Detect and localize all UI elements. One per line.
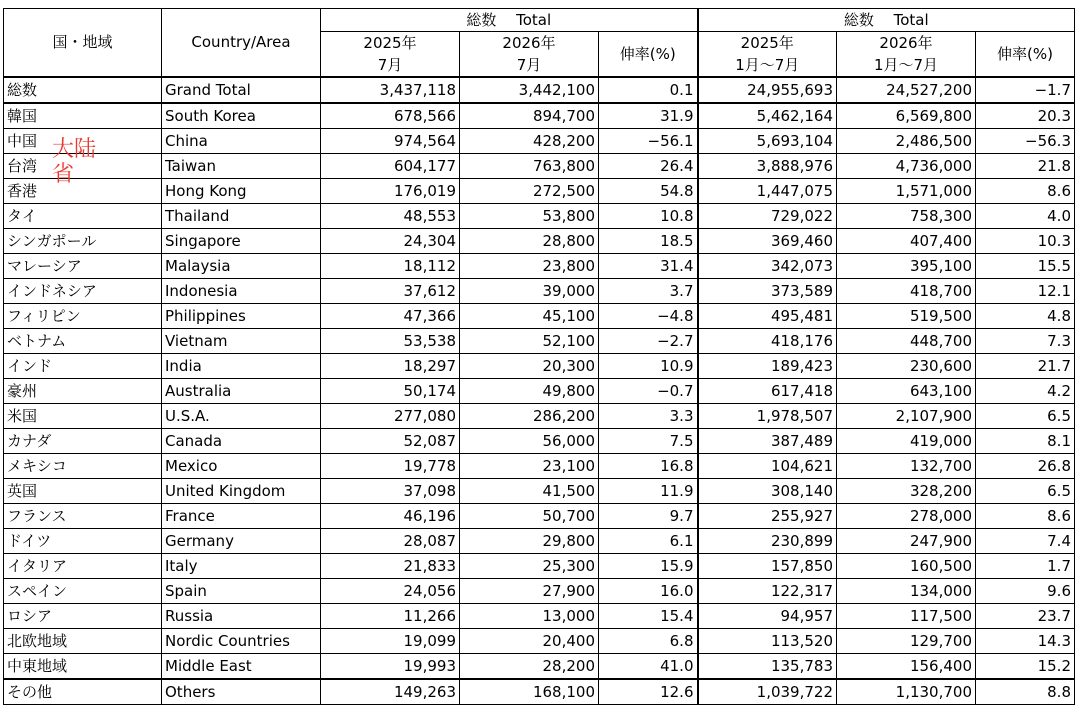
header-g2-rate: 伸率(%) bbox=[976, 32, 1075, 78]
cell-2026-jan-jul: 4,736,000 bbox=[837, 154, 976, 179]
cell-2026-jul: 894,700 bbox=[460, 103, 599, 129]
cell-cumulative-rate: 9.6 bbox=[976, 579, 1075, 604]
cell-2025-jul: 53,538 bbox=[321, 329, 460, 354]
cell-2025-jul: 50,174 bbox=[321, 379, 460, 404]
cell-2025-jan-jul: 5,462,164 bbox=[698, 103, 837, 129]
table-row bbox=[4, 154, 1075, 179]
cell-2026-jan-jul: 419,000 bbox=[837, 429, 976, 454]
cell-2026-jul: 168,100 bbox=[460, 679, 599, 705]
cell-2026-jul: 763,800 bbox=[460, 154, 599, 179]
cell-2025-jan-jul: 104,621 bbox=[698, 454, 837, 479]
cell-cumulative-rate: 21.7 bbox=[976, 354, 1075, 379]
cell-country-en: Hong Kong bbox=[162, 179, 321, 204]
header-g1-c1-month: 7月 bbox=[321, 54, 460, 77]
header-group-cumulative: 総数 Total bbox=[698, 9, 1075, 32]
table-row bbox=[4, 529, 1075, 554]
cell-2026-jan-jul: 134,000 bbox=[837, 579, 976, 604]
cell-2026-jul: 53,800 bbox=[460, 204, 599, 229]
cell-cumulative-rate: 21.8 bbox=[976, 154, 1075, 179]
cell-country-jp: シンガポール bbox=[4, 229, 162, 254]
table-row bbox=[4, 554, 1075, 579]
cell-country-jp: スペイン bbox=[4, 579, 162, 604]
cell-monthly-rate: 31.9 bbox=[599, 103, 698, 129]
cell-2026-jan-jul: 24,527,200 bbox=[837, 77, 976, 103]
cell-monthly-rate: 10.9 bbox=[599, 354, 698, 379]
cell-2025-jul: 277,080 bbox=[321, 404, 460, 429]
cell-country-jp: マレーシア bbox=[4, 254, 162, 279]
cell-monthly-rate: 12.6 bbox=[599, 679, 698, 705]
cell-2026-jul: 3,442,100 bbox=[460, 77, 599, 103]
header-g1-rate: 伸率(%) bbox=[599, 32, 698, 78]
table-row bbox=[4, 454, 1075, 479]
cell-country-jp: 台湾 bbox=[4, 154, 162, 179]
cell-2025-jul: 3,437,118 bbox=[321, 77, 460, 103]
cell-country-en: Australia bbox=[162, 379, 321, 404]
table-row bbox=[4, 254, 1075, 279]
cell-2025-jul: 149,263 bbox=[321, 679, 460, 705]
cell-country-en: Malaysia bbox=[162, 254, 321, 279]
cell-cumulative-rate: 8.6 bbox=[976, 179, 1075, 204]
cell-2025-jan-jul: 135,783 bbox=[698, 654, 837, 680]
cell-cumulative-rate: 7.4 bbox=[976, 529, 1075, 554]
cell-country-jp: 英国 bbox=[4, 479, 162, 504]
cell-country-jp: 韓国 bbox=[4, 103, 162, 129]
cell-cumulative-rate: 20.3 bbox=[976, 103, 1075, 129]
cell-2025-jan-jul: 255,927 bbox=[698, 504, 837, 529]
cell-2026-jan-jul: 117,500 bbox=[837, 604, 976, 629]
cell-monthly-rate: 10.8 bbox=[599, 204, 698, 229]
table-row bbox=[4, 429, 1075, 454]
cell-country-en: Italy bbox=[162, 554, 321, 579]
cell-cumulative-rate: 8.6 bbox=[976, 504, 1075, 529]
cell-country-en: Russia bbox=[162, 604, 321, 629]
cell-2026-jul: 25,300 bbox=[460, 554, 599, 579]
table-row bbox=[4, 629, 1075, 654]
cell-cumulative-rate: 12.1 bbox=[976, 279, 1075, 304]
cell-cumulative-rate: 8.8 bbox=[976, 679, 1075, 705]
cell-country-jp: カナダ bbox=[4, 429, 162, 454]
cell-2025-jan-jul: 387,489 bbox=[698, 429, 837, 454]
cell-2025-jan-jul: 495,481 bbox=[698, 304, 837, 329]
cell-2025-jul: 37,098 bbox=[321, 479, 460, 504]
cell-2026-jul: 272,500 bbox=[460, 179, 599, 204]
table-row bbox=[4, 604, 1075, 629]
cell-2025-jul: 176,019 bbox=[321, 179, 460, 204]
cell-2026-jan-jul: 6,569,800 bbox=[837, 103, 976, 129]
cell-2026-jan-jul: 129,700 bbox=[837, 629, 976, 654]
cell-cumulative-rate: 23.7 bbox=[976, 604, 1075, 629]
cell-2026-jul: 28,200 bbox=[460, 654, 599, 680]
cell-country-en: South Korea bbox=[162, 103, 321, 129]
cell-2026-jul: 29,800 bbox=[460, 529, 599, 554]
cell-2025-jan-jul: 729,022 bbox=[698, 204, 837, 229]
cell-2025-jan-jul: 122,317 bbox=[698, 579, 837, 604]
cell-country-jp: 米国 bbox=[4, 404, 162, 429]
cell-monthly-rate: −0.7 bbox=[599, 379, 698, 404]
cell-2025-jul: 24,304 bbox=[321, 229, 460, 254]
cell-country-jp: 中東地域 bbox=[4, 654, 162, 680]
cell-country-en: Others bbox=[162, 679, 321, 705]
annotation-province: 省 bbox=[52, 162, 75, 187]
cell-cumulative-rate: 4.2 bbox=[976, 379, 1075, 404]
cell-2025-jul: 24,056 bbox=[321, 579, 460, 604]
cell-2025-jan-jul: 189,423 bbox=[698, 354, 837, 379]
cell-2025-jan-jul: 418,176 bbox=[698, 329, 837, 354]
cell-monthly-rate: 15.9 bbox=[599, 554, 698, 579]
cell-2026-jan-jul: 418,700 bbox=[837, 279, 976, 304]
cell-2026-jul: 28,800 bbox=[460, 229, 599, 254]
table-row bbox=[4, 579, 1075, 604]
cell-country-en: Indonesia bbox=[162, 279, 321, 304]
cell-monthly-rate: 0.1 bbox=[599, 77, 698, 103]
cell-country-jp: インドネシア bbox=[4, 279, 162, 304]
header-g1-c1-year: 2025年 bbox=[321, 32, 460, 55]
cell-2025-jan-jul: 3,888,976 bbox=[698, 154, 837, 179]
cell-cumulative-rate: 7.3 bbox=[976, 329, 1075, 354]
cell-country-jp: フランス bbox=[4, 504, 162, 529]
table-row bbox=[4, 379, 1075, 404]
cell-2026-jan-jul: 1,130,700 bbox=[837, 679, 976, 705]
cell-2026-jan-jul: 230,600 bbox=[837, 354, 976, 379]
cell-cumulative-rate: −1.7 bbox=[976, 77, 1075, 103]
cell-monthly-rate: 18.5 bbox=[599, 229, 698, 254]
cell-monthly-rate: 15.4 bbox=[599, 604, 698, 629]
cell-2025-jul: 604,177 bbox=[321, 154, 460, 179]
cell-country-en: China bbox=[162, 129, 321, 154]
cell-country-en: Germany bbox=[162, 529, 321, 554]
cell-monthly-rate: 11.9 bbox=[599, 479, 698, 504]
cell-country-en: United Kingdom bbox=[162, 479, 321, 504]
cell-2025-jan-jul: 24,955,693 bbox=[698, 77, 837, 103]
cell-country-jp: 香港 bbox=[4, 179, 162, 204]
cell-monthly-rate: −2.7 bbox=[599, 329, 698, 354]
cell-2026-jul: 23,800 bbox=[460, 254, 599, 279]
cell-country-en: Mexico bbox=[162, 454, 321, 479]
table-row bbox=[4, 679, 1075, 705]
cell-monthly-rate: 3.3 bbox=[599, 404, 698, 429]
table-row bbox=[4, 479, 1075, 504]
cell-2026-jan-jul: 132,700 bbox=[837, 454, 976, 479]
cell-2025-jul: 46,196 bbox=[321, 504, 460, 529]
cell-2025-jan-jul: 113,520 bbox=[698, 629, 837, 654]
cell-monthly-rate: 16.8 bbox=[599, 454, 698, 479]
cell-2025-jul: 21,833 bbox=[321, 554, 460, 579]
cell-2026-jul: 286,200 bbox=[460, 404, 599, 429]
header-g2-c1-year: 2025年 bbox=[698, 32, 837, 55]
annotation-mainland: 大陆 bbox=[52, 137, 97, 162]
cell-2025-jul: 48,553 bbox=[321, 204, 460, 229]
cell-2025-jul: 11,266 bbox=[321, 604, 460, 629]
cell-2025-jan-jul: 617,418 bbox=[698, 379, 837, 404]
cell-monthly-rate: 31.4 bbox=[599, 254, 698, 279]
cell-2025-jan-jul: 369,460 bbox=[698, 229, 837, 254]
cell-2026-jul: 27,900 bbox=[460, 579, 599, 604]
table-row bbox=[4, 354, 1075, 379]
cell-2026-jan-jul: 2,107,900 bbox=[837, 404, 976, 429]
cell-2025-jul: 18,112 bbox=[321, 254, 460, 279]
table-row bbox=[4, 279, 1075, 304]
cell-country-jp: イタリア bbox=[4, 554, 162, 579]
cell-2026-jul: 39,000 bbox=[460, 279, 599, 304]
cell-2026-jan-jul: 1,571,000 bbox=[837, 179, 976, 204]
cell-2026-jul: 20,400 bbox=[460, 629, 599, 654]
table-row bbox=[4, 654, 1075, 680]
cell-2026-jan-jul: 278,000 bbox=[837, 504, 976, 529]
header-g2-c2-month: 1月～7月 bbox=[837, 54, 976, 77]
cell-country-jp: インド bbox=[4, 354, 162, 379]
cell-2025-jul: 52,087 bbox=[321, 429, 460, 454]
cell-2025-jul: 19,993 bbox=[321, 654, 460, 680]
cell-2025-jul: 28,087 bbox=[321, 529, 460, 554]
cell-2026-jan-jul: 247,900 bbox=[837, 529, 976, 554]
cell-2025-jan-jul: 94,957 bbox=[698, 604, 837, 629]
cell-2025-jul: 47,366 bbox=[321, 304, 460, 329]
cell-country-jp: 中国 bbox=[4, 129, 162, 154]
cell-country-jp: 北欧地域 bbox=[4, 629, 162, 654]
cell-cumulative-rate: 4.0 bbox=[976, 204, 1075, 229]
cell-cumulative-rate: 6.5 bbox=[976, 479, 1075, 504]
cell-2026-jan-jul: 328,200 bbox=[837, 479, 976, 504]
cell-2025-jul: 18,297 bbox=[321, 354, 460, 379]
table-row bbox=[4, 304, 1075, 329]
cell-country-en: Thailand bbox=[162, 204, 321, 229]
cell-2025-jan-jul: 308,140 bbox=[698, 479, 837, 504]
cell-monthly-rate: 26.4 bbox=[599, 154, 698, 179]
cell-monthly-rate: 6.8 bbox=[599, 629, 698, 654]
cell-2026-jul: 23,100 bbox=[460, 454, 599, 479]
cell-2026-jan-jul: 758,300 bbox=[837, 204, 976, 229]
cell-cumulative-rate: 4.8 bbox=[976, 304, 1075, 329]
cell-country-en: U.S.A. bbox=[162, 404, 321, 429]
header-country-jp: 国・地域 bbox=[4, 9, 162, 78]
cell-country-en: Vietnam bbox=[162, 329, 321, 354]
cell-2026-jan-jul: 407,400 bbox=[837, 229, 976, 254]
cell-monthly-rate: 6.1 bbox=[599, 529, 698, 554]
cell-2025-jul: 19,099 bbox=[321, 629, 460, 654]
cell-cumulative-rate: 6.5 bbox=[976, 404, 1075, 429]
cell-cumulative-rate: 15.5 bbox=[976, 254, 1075, 279]
cell-monthly-rate: 7.5 bbox=[599, 429, 698, 454]
header-row-group bbox=[4, 9, 1075, 32]
cell-country-en: India bbox=[162, 354, 321, 379]
cell-2026-jul: 41,500 bbox=[460, 479, 599, 504]
cell-country-en: Taiwan bbox=[162, 154, 321, 179]
cell-2025-jul: 678,566 bbox=[321, 103, 460, 129]
cell-country-en: Grand Total bbox=[162, 77, 321, 103]
cell-2026-jul: 45,100 bbox=[460, 304, 599, 329]
cell-2026-jan-jul: 160,500 bbox=[837, 554, 976, 579]
cell-2025-jul: 37,612 bbox=[321, 279, 460, 304]
cell-cumulative-rate: −56.3 bbox=[976, 129, 1075, 154]
table-row bbox=[4, 229, 1075, 254]
cell-2025-jan-jul: 1,447,075 bbox=[698, 179, 837, 204]
cell-country-jp: ロシア bbox=[4, 604, 162, 629]
grand-total-row bbox=[4, 77, 1075, 103]
cell-cumulative-rate: 15.2 bbox=[976, 654, 1075, 680]
header-country-en: Country/Area bbox=[162, 9, 321, 78]
header-group-monthly: 総数 Total bbox=[321, 9, 698, 32]
cell-country-jp: 総数 bbox=[4, 77, 162, 103]
table-row bbox=[4, 404, 1075, 429]
cell-country-en: Nordic Countries bbox=[162, 629, 321, 654]
cell-2026-jul: 52,100 bbox=[460, 329, 599, 354]
cell-2025-jan-jul: 230,899 bbox=[698, 529, 837, 554]
cell-monthly-rate: 41.0 bbox=[599, 654, 698, 680]
visitor-statistics-table bbox=[3, 8, 1075, 705]
cell-monthly-rate: −4.8 bbox=[599, 304, 698, 329]
table-row bbox=[4, 129, 1075, 154]
cell-country-jp: タイ bbox=[4, 204, 162, 229]
cell-2026-jan-jul: 395,100 bbox=[837, 254, 976, 279]
cell-country-jp: フィリピン bbox=[4, 304, 162, 329]
cell-2025-jul: 19,778 bbox=[321, 454, 460, 479]
cell-2025-jan-jul: 5,693,104 bbox=[698, 129, 837, 154]
table-row bbox=[4, 329, 1075, 354]
cell-2026-jan-jul: 156,400 bbox=[837, 654, 976, 680]
cell-2026-jul: 20,300 bbox=[460, 354, 599, 379]
cell-2025-jul: 974,564 bbox=[321, 129, 460, 154]
cell-2025-jan-jul: 1,039,722 bbox=[698, 679, 837, 705]
cell-2026-jul: 56,000 bbox=[460, 429, 599, 454]
table-row bbox=[4, 103, 1075, 129]
cell-2025-jan-jul: 373,589 bbox=[698, 279, 837, 304]
cell-2026-jul: 428,200 bbox=[460, 129, 599, 154]
cell-cumulative-rate: 14.3 bbox=[976, 629, 1075, 654]
cell-monthly-rate: −56.1 bbox=[599, 129, 698, 154]
table-row bbox=[4, 204, 1075, 229]
cell-monthly-rate: 3.7 bbox=[599, 279, 698, 304]
cell-2025-jan-jul: 342,073 bbox=[698, 254, 837, 279]
cell-country-jp: ベトナム bbox=[4, 329, 162, 354]
table-row bbox=[4, 504, 1075, 529]
cell-2025-jan-jul: 1,978,507 bbox=[698, 404, 837, 429]
cell-country-jp: ドイツ bbox=[4, 529, 162, 554]
cell-2026-jan-jul: 2,486,500 bbox=[837, 129, 976, 154]
cell-cumulative-rate: 8.1 bbox=[976, 429, 1075, 454]
cell-monthly-rate: 9.7 bbox=[599, 504, 698, 529]
cell-country-en: Canada bbox=[162, 429, 321, 454]
cell-2026-jan-jul: 643,100 bbox=[837, 379, 976, 404]
cell-country-en: Philippines bbox=[162, 304, 321, 329]
cell-country-jp: 豪州 bbox=[4, 379, 162, 404]
cell-country-en: France bbox=[162, 504, 321, 529]
header-g1-c2-year: 2026年 bbox=[460, 32, 599, 55]
cell-country-jp: その他 bbox=[4, 679, 162, 705]
cell-country-en: Middle East bbox=[162, 654, 321, 680]
cell-monthly-rate: 16.0 bbox=[599, 579, 698, 604]
header-g2-c2-year: 2026年 bbox=[837, 32, 976, 55]
cell-cumulative-rate: 26.8 bbox=[976, 454, 1075, 479]
cell-2026-jan-jul: 448,700 bbox=[837, 329, 976, 354]
cell-2026-jan-jul: 519,500 bbox=[837, 304, 976, 329]
header-g1-c2-month: 7月 bbox=[460, 54, 599, 77]
cell-country-en: Spain bbox=[162, 579, 321, 604]
cell-country-en: Singapore bbox=[162, 229, 321, 254]
cell-country-jp: メキシコ bbox=[4, 454, 162, 479]
cell-2026-jul: 13,000 bbox=[460, 604, 599, 629]
table-row bbox=[4, 179, 1075, 204]
cell-monthly-rate: 54.8 bbox=[599, 179, 698, 204]
cell-cumulative-rate: 10.3 bbox=[976, 229, 1075, 254]
cell-cumulative-rate: 1.7 bbox=[976, 554, 1075, 579]
cell-2025-jan-jul: 157,850 bbox=[698, 554, 837, 579]
cell-2026-jul: 49,800 bbox=[460, 379, 599, 404]
header-g2-c1-month: 1月～7月 bbox=[698, 54, 837, 77]
cell-2026-jul: 50,700 bbox=[460, 504, 599, 529]
